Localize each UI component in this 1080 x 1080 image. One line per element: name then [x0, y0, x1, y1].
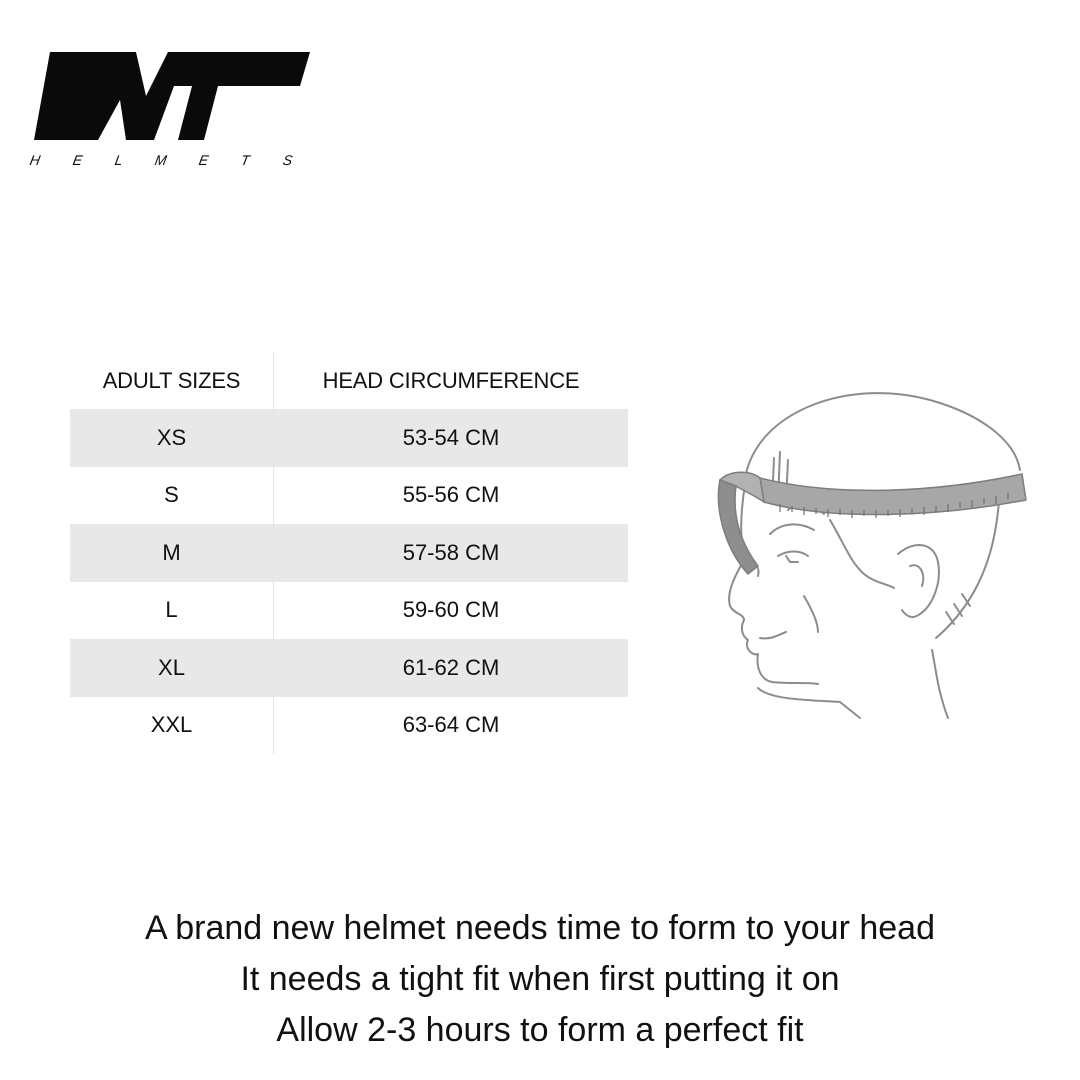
header-adult-sizes: ADULT SIZES [70, 352, 274, 409]
circumference-cell: 59-60 CM [402, 597, 500, 623]
head-measuring-tape-icon [700, 370, 1040, 730]
note-line-3: Allow 2-3 hours to form a perfect fit [276, 1011, 804, 1049]
table-row [70, 582, 628, 640]
size-cell: M [70, 524, 274, 582]
brand-logo [28, 48, 318, 178]
circumference-cell: 53-54 CM [402, 424, 500, 450]
circumference-cell: 55-56 CM [402, 482, 500, 508]
table-row [70, 639, 628, 697]
note-line-2: It needs a tight fit when first putting it on [240, 960, 840, 998]
size-cell: XL [70, 639, 274, 697]
table-row [70, 697, 628, 755]
size-chart-table [70, 352, 628, 754]
logo-letter: L [113, 152, 124, 168]
logo-letter: S [281, 152, 294, 168]
logo-letter: M [153, 152, 169, 168]
circumference-cell: 57-58 CM [402, 539, 500, 565]
head-outline-drawing [700, 370, 1040, 730]
circumference-cell: 61-62 CM [402, 654, 500, 680]
table-row [70, 409, 628, 467]
table-header-row [70, 352, 628, 409]
logo-letter: T [239, 152, 252, 168]
fit-notes [0, 903, 1080, 1056]
circumference-cell: 63-64 CM [402, 712, 500, 738]
logo-letter: E [71, 152, 84, 168]
mt-logo-mark [28, 48, 318, 148]
table-row [70, 467, 628, 525]
size-cell: XS [70, 409, 274, 467]
table-row [70, 524, 628, 582]
size-cell: L [70, 582, 274, 640]
logo-letter: H [28, 152, 42, 168]
logo-helmets-text [30, 152, 292, 168]
size-cell: S [70, 467, 274, 525]
size-cell: XXL [70, 697, 274, 755]
logo-letter: E [198, 152, 211, 168]
note-line-1: A brand new helmet needs time to form to your head [144, 909, 935, 947]
header-head-circumference: HEAD CIRCUMFERENCE [322, 367, 580, 393]
